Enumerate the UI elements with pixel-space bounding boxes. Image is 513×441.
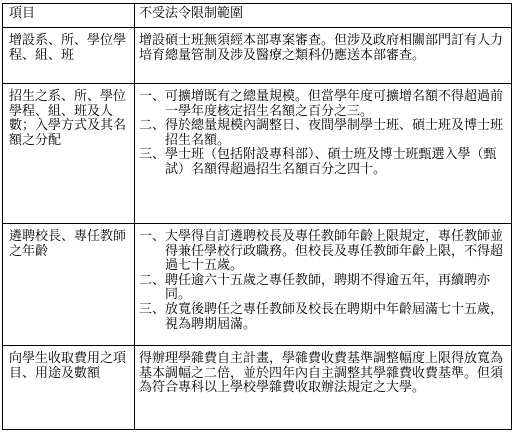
list-item-number: 三、 — [139, 301, 166, 317]
list-item-number: 二、 — [139, 118, 166, 134]
row-content-list — [135, 84, 512, 224]
regulation-table — [2, 3, 512, 430]
list-item-text: 得於總量規模內調整日、夜間學制學士班、碩士班及博士班招生名額。 — [165, 118, 504, 148]
list-item-text: 大學得自訂遴聘校長及專任教師年齡上限規定，專任教師並得兼任學校行政職務。但校長及專任教師年齡上限，不得超過七十五歲。 — [165, 229, 504, 274]
row-item-label: 招生之系、所、學位學程、組、班及人數；入學方式及其名額之分配 — [3, 84, 135, 224]
list-item — [139, 303, 507, 332]
list-item-number: 一、 — [139, 89, 166, 104]
table-header-row — [3, 4, 512, 28]
column-header-scope: 不受法令限制範圍 — [135, 4, 512, 28]
list-item-text: 聘任逾六十五歲之專任教師，聘期不得逾五年，再續聘亦同。 — [165, 272, 491, 303]
row-content-list — [135, 224, 512, 346]
table-row — [3, 224, 512, 346]
list-item — [139, 90, 507, 119]
table-row — [3, 84, 512, 224]
list-item — [139, 119, 507, 148]
list-item-number: 一、 — [139, 229, 166, 244]
row-item-label: 遴聘校長、專任教師之年齡 — [3, 224, 135, 346]
table-row — [3, 346, 512, 430]
table-row — [3, 28, 512, 84]
column-header-item: 項目 — [3, 4, 135, 28]
list-item — [139, 148, 507, 177]
list-item-number: 二、 — [139, 272, 166, 288]
list-item-text: 學士班（包括附設專科部）、碩士班及博士班甄選入學（甄試）名額得超過招生名額百分之四十。 — [165, 147, 497, 177]
row-item-label: 向學生收取費用之項目、用途及數額 — [3, 346, 135, 430]
row-content: 增設碩士班無須經本部專案審查。但涉及政府相關部門訂有人力培育總量管制及涉及醫療之類科仍應送本部審查。 — [135, 28, 512, 84]
list-item-number: 三、 — [139, 147, 166, 163]
list-item — [139, 230, 507, 274]
list-item-text: 可擴增既有之總量規模。但當學年度可擴增名額不得超過前一學年度核定招生名額之百分之三。 — [165, 89, 504, 119]
row-item-label: 增設系、所、學位學程、組、班 — [3, 28, 135, 84]
list-item-text: 放寬後聘任之專任教師及校長在聘期中年齡屆滿七十五歲，視為聘期屆滿。 — [165, 301, 504, 332]
list-item — [139, 274, 507, 303]
row-content: 得辦理學雜費自主計畫，學雜費收費基準調整幅度上限得放寬為基本調幅之二倍，並於四年內自主調整其學雜費收費基準。但須為符合專科以上學校學雜費收取辦法規定之大學。 — [135, 346, 512, 430]
